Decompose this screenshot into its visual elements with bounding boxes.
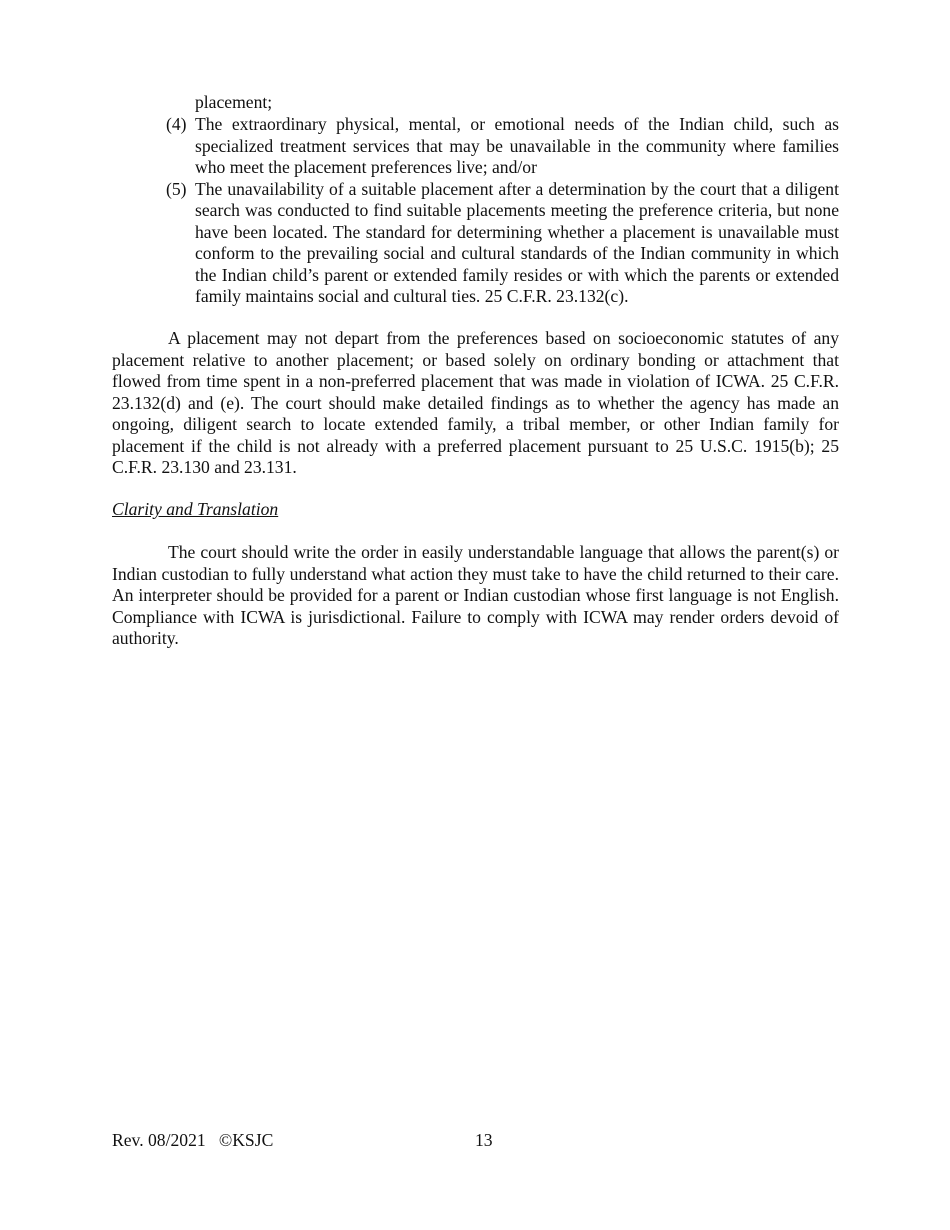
- list-item-text: The extraordinary physical, mental, or emotional needs of the Indian child, such as specialized treatment services that may be unavailable in the community where families who meet the placement preferences live; and/or: [195, 114, 839, 177]
- continuation-text: placement;: [195, 92, 273, 112]
- page-number: 13: [475, 1130, 493, 1150]
- placement-criteria-list: [166, 114, 839, 308]
- list-item-number: (4): [166, 114, 187, 134]
- list-item: [166, 179, 839, 308]
- footer-revision: Rev. 08/2021 ©KSJC: [112, 1130, 274, 1150]
- section-heading: Clarity and Translation: [112, 499, 279, 519]
- list-item-number: (5): [166, 178, 187, 199]
- clarity-paragraph: The court should write the order in easily understandable language that allows the parent(s) or Indian custodian to fully understand what action they must take to have the child returned to their care. An interpreter should be provided for a parent or Indian custodian whose first language is not English. Compliance with ICWA is jurisdictional. Failure to comply with ICWA may render orders devoid of authority.: [112, 542, 839, 648]
- placement-departure-paragraph: A placement may not depart from the preferences based on socioeconomic statutes of any placement relative to another placement; or based solely on ordinary bonding or attachment that flowed from time spent in a non-preferred placement that was made in violation of ICWA. 25 C.F.R. 23.132(d) and (e). The court should make detailed findings as to whether the agency has made an ongoing, diligent search to locate extended family, a tribal member, or other Indian family for placement if the child is not already with a preferred placement pursuant to 25 U.S.C. 1915(b); 25 C.F.R. 23.130 and 23.131.: [112, 328, 839, 477]
- list-item: [166, 114, 839, 179]
- list-item-text: The unavailability of a suitable placement after a determination by the court that a diligent search was conducted to find suitable placements meeting the preference criteria, but none have been located. The standard for determining whether a placement is unavailable must conform to the prevailing social and cultural standards of the Indian community in which the Indian child’s parent or extended family resides or with which the parents or extended family maintains social and cultural ties. 25 C.F.R. 23.132(c).: [195, 178, 839, 306]
